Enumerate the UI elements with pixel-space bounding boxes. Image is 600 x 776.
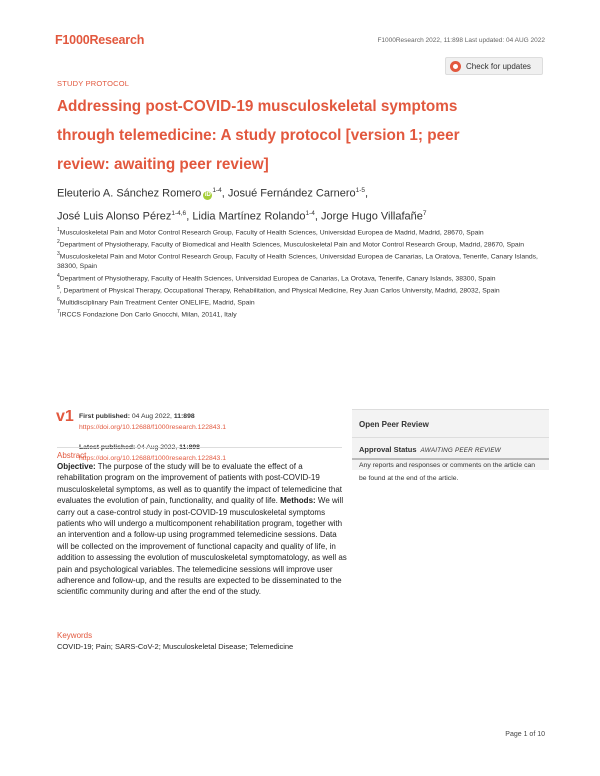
- latest-published-date: 04 Aug 2022,: [137, 444, 178, 451]
- author-list: Eleuterio A. Sánchez Romero $iD^{1-4}$, Josué Fernández Carnero$^{1-5}$, José Luis Alonso Pérez$^{1-4,6}$, Lidia Martínez Rolando$^{1-4}$, Jorge Hugo Villafañe$^7$: [57, 187, 427, 223]
- article-meta: F1000Research 2022, 11:898 Last updated: 04 AUG 2022: [377, 37, 545, 44]
- author-affiliation-ref: 7: [422, 209, 427, 217]
- abstract-methods-label: Methods:: [280, 496, 316, 506]
- latest-published-ref: 11:898: [179, 444, 200, 451]
- abstract-body: [57, 461, 347, 598]
- abstract-heading: Abstract: [57, 451, 87, 460]
- author-name[interactable]: Josué Fernández Carnero: [227, 187, 356, 200]
- abstract-methods-text: We will carry out a case-control study in post-COVID-19 musculoskeletal symptoms patients who will undergo a multicomponent rehabilitation program, together with an intervention and a follow-up using programmed telemedicine sessions. Data will be collected on the improvement of functional capacity and quality of life, in addition to assessing the evolution of musculoskeletal symptomatology, as well as pain and psychological variables. The telemedicine sessions will improve user adherence and follow-up, and the results are expected to be disseminated to the scientific community during and after the end of the study.: [57, 496, 347, 597]
- author-affiliation-ref: 1-4: [212, 187, 222, 194]
- affiliation-number: 4: [57, 272, 60, 279]
- latest-published-label: Latest published:: [79, 444, 136, 451]
- first-published-label: First published:: [79, 413, 130, 420]
- publication-info: [79, 411, 226, 464]
- affiliation-text: Multidisciplinary Pain Treatment Center ONELIFE, Madrid, Spain: [59, 298, 255, 306]
- peer-review-note: Any reports and responses or comments on the article can be found at the end of the article.: [359, 462, 536, 482]
- version-badge: v1: [56, 408, 74, 425]
- affiliation-number: 7: [57, 308, 60, 315]
- approval-status: [359, 445, 501, 454]
- first-published-ref: 11:898: [173, 413, 195, 420]
- affiliation-item: [57, 250, 547, 272]
- author-name[interactable]: José Luis Alonso Pérez: [57, 210, 172, 223]
- affiliation-number: 6: [57, 296, 60, 303]
- author-name[interactable]: Jorge Hugo Villafañe: [320, 210, 423, 223]
- page-number: Page 1 of 10: [505, 731, 545, 738]
- author-affiliation-ref: 1-5: [355, 187, 366, 194]
- orcid-icon[interactable]: iD: [204, 191, 211, 198]
- abstract-objective-label: Objective:: [57, 462, 96, 471]
- affiliation-number: 1: [57, 227, 60, 233]
- author-name[interactable]: Eleuterio A. Sánchez Romero: [57, 187, 202, 200]
- first-published-date: 04 Aug 2022,: [131, 413, 172, 420]
- article-title: Addressing post-COVID-19 musculoskeletal symptoms through telemedicine: A study protocol [version 1; peer review: awaiting peer review]: [57, 98, 460, 173]
- affiliations: [57, 226, 547, 319]
- affiliation-number: 3: [57, 250, 60, 257]
- affiliation-text: Department of Physiotherapy, Faculty of Biomedical and Health Sciences, Musculoskeletal Pain and Motor Control Research Group, Madrid, 28670, Spain: [59, 241, 524, 249]
- affiliation-item: [57, 308, 547, 320]
- first-doi-link[interactable]: https://doi.org/10.12688/f1000research.122843.1: [79, 424, 226, 431]
- author-name[interactable]: Lidia Martínez Rolando: [192, 210, 306, 223]
- abstract-divider: [57, 447, 342, 448]
- approval-status-label: Approval Status: [359, 445, 417, 454]
- affiliation-item: [57, 238, 547, 250]
- affiliation-item: [57, 272, 547, 284]
- affiliation-text: , Department of Physical Therapy, Occupational Therapy, Rehabilitation, and Physical Medicine, Rey Juan Carlos University, Madrid, 28032, Spain: [59, 286, 500, 294]
- affiliation-number: 2: [57, 238, 60, 245]
- approval-status-value: AWAITING PEER REVIEW: [420, 447, 501, 454]
- crossmark-icon: [450, 61, 461, 72]
- keywords-heading: Keywords: [57, 631, 93, 640]
- article-type-label: STUDY PROTOCOL: [57, 79, 130, 88]
- affiliation-item: [57, 296, 547, 308]
- open-peer-review-heading: Open Peer Review: [359, 420, 429, 429]
- journal-logo[interactable]: F1000Research: [55, 33, 145, 47]
- affiliation-item: [57, 226, 547, 238]
- affiliation-text: Department of Physiotherapy, Faculty of Health Sciences, Universidad Europea de Canarias, La Orotava, Tenerife, Canary Islands, 38300, Spain: [59, 274, 496, 282]
- abstract-objective-text: The purpose of the study will be to evaluate the effect of a rehabilitation program on the improvement of patients with post-COVID-19 musculoskeletal symptoms, as well as to quantify the impact of telemedicine that evaluates the evolution of pain, functionality, and quality of life.: [57, 462, 343, 506]
- affiliation-text: Musculoskeletal Pain and Motor Control Research Group, Faculty of Health Sciences, Universidad Europea de Madrid, Madrid, 28670, Spain: [59, 229, 484, 237]
- check-for-updates-button[interactable]: [445, 57, 543, 75]
- keywords: COVID-19; Pain; SARS-CoV-2; Musculoskeletal Disease; Telemedicine: [57, 642, 294, 651]
- affiliation-text: Musculoskeletal Pain and Motor Control Research Group, Faculty of Health Sciences, Universidad Europea de Canarias, La Oratova, Tenerife, Canary Islands, 38300, Spain: [57, 253, 538, 270]
- affiliation-number: 5: [57, 284, 60, 291]
- author-affiliation-ref: 1-4,6: [171, 209, 187, 217]
- affiliation-item: [57, 284, 547, 296]
- author-affiliation-ref: 1-4: [305, 209, 315, 217]
- check-for-updates-label: Check for updates: [466, 61, 531, 71]
- affiliation-text: IRCCS Fondazione Don Carlo Gnocchi, Milan, 20141, Italy: [59, 310, 237, 318]
- panel-divider: [352, 437, 549, 438]
- latest-doi-link[interactable]: https://doi.org/10.12688/f1000research.122843.1: [79, 455, 226, 462]
